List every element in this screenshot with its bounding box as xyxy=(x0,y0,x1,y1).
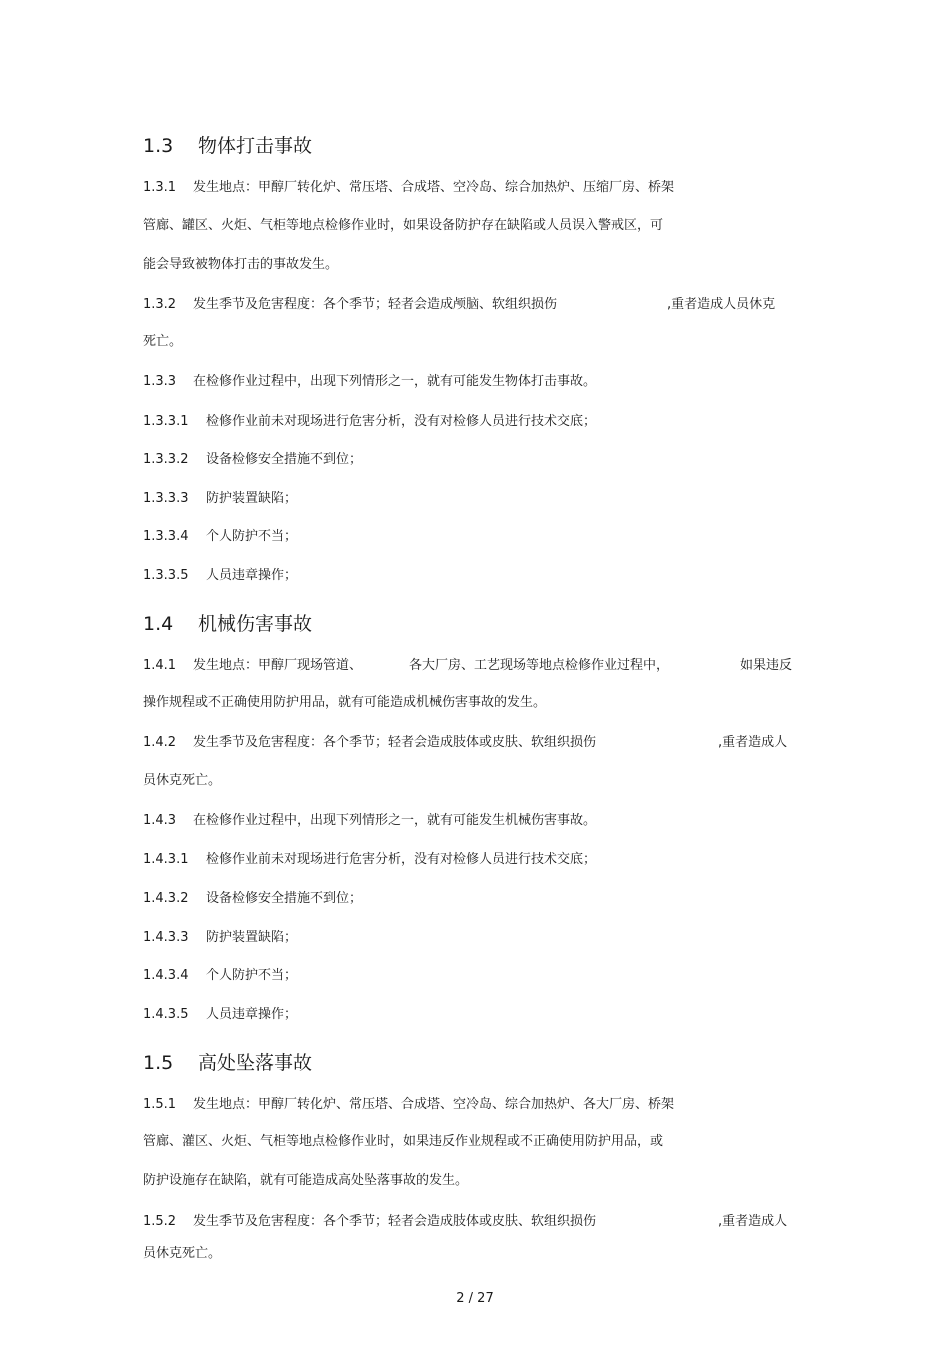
item-number: 1.3.3.4 xyxy=(143,529,189,544)
item-number: 1.4.3.5 xyxy=(143,1007,189,1022)
section-heading-1-3 xyxy=(143,133,312,159)
list-item xyxy=(143,567,297,585)
paragraph-1-3-2-line1 xyxy=(143,296,557,314)
paragraph-1-4-2-line1-tail: ,重者造成人 xyxy=(718,735,788,750)
list-item xyxy=(143,929,297,947)
item-number: 1.4.3.1 xyxy=(143,852,189,867)
paragraph-1-3-1-line2: 管廊、罐区、火炬、气柜等地点检修作业时，如果设备防护存在缺陷或人员误入警戒区，可 xyxy=(143,218,664,233)
list-item xyxy=(143,451,362,469)
list-item xyxy=(143,890,362,908)
clause-text: 发生地点：甲醇厂现场管道、 xyxy=(193,658,363,673)
clause-text: 发生地点：甲醇厂转化炉、常压塔、合成塔、空冷岛、综合加热炉、压缩厂房、桥架 xyxy=(193,180,675,195)
item-text: 人员违章操作； xyxy=(206,1007,298,1022)
item-text: 个人防护不当； xyxy=(206,968,298,983)
list-item xyxy=(143,528,297,546)
paragraph-1-4-1-line1-tail: 如果违反 xyxy=(740,658,793,673)
section-number: 1.4 xyxy=(143,613,174,635)
paragraph-1-3-1-line1 xyxy=(143,179,674,197)
item-number: 1.4.3.3 xyxy=(143,930,189,945)
paragraph-1-4-2-line1 xyxy=(143,734,596,752)
item-text: 设备检修安全措施不到位； xyxy=(206,452,363,467)
item-text: 设备检修安全措施不到位； xyxy=(206,891,363,906)
paragraph-1-4-1-line1-mid: 各大厂房、工艺现场等地点检修作业过程中， xyxy=(409,658,670,673)
clause-number: 1.3.2 xyxy=(143,297,177,312)
paragraph-1-5-1-line1 xyxy=(143,1096,674,1114)
list-item xyxy=(143,851,596,869)
item-text: 检修作业前未对现场进行危害分析，没有对检修人员进行技术交底； xyxy=(206,414,597,429)
item-text: 防护装置缺陷； xyxy=(206,491,298,506)
item-text: 个人防护不当； xyxy=(206,529,298,544)
paragraph-1-3-3 xyxy=(143,373,596,391)
paragraph-1-5-2-line2: 员休克死亡。 xyxy=(143,1246,222,1261)
clause-number: 1.3.3 xyxy=(143,374,177,389)
paragraph-1-5-2-line1 xyxy=(143,1213,596,1231)
page-number: 2 / 27 xyxy=(456,1291,494,1306)
section-heading-1-5 xyxy=(143,1050,312,1076)
item-text: 防护装置缺陷； xyxy=(206,930,298,945)
paragraph-1-5-1-line2: 管廊、灌区、火炬、气柜等地点检修作业时，如果违反作业规程或不正确使用防护用品，或 xyxy=(143,1134,664,1149)
paragraph-1-5-2-line1-tail: ,重者造成人 xyxy=(718,1214,788,1229)
clause-text: 发生季节及危害程度：各个季节；轻者会造成颅脑、软组织损伤 xyxy=(193,297,558,312)
section-title: 高处坠落事故 xyxy=(198,1052,313,1074)
section-title: 机械伤害事故 xyxy=(198,613,313,635)
paragraph-1-3-2-line2: 死亡。 xyxy=(143,334,183,349)
section-number: 1.3 xyxy=(143,135,174,157)
section-title: 物体打击事故 xyxy=(198,135,313,157)
clause-number: 1.5.1 xyxy=(143,1097,177,1112)
paragraph-1-4-1-line1 xyxy=(143,657,362,675)
clause-text: 发生地点：甲醇厂转化炉、常压塔、合成塔、空冷岛、综合加热炉、各大厂房、桥架 xyxy=(193,1097,675,1112)
paragraph-1-4-3 xyxy=(143,812,596,830)
item-number: 1.3.3.5 xyxy=(143,568,189,583)
clause-text: 在检修作业过程中，出现下列情形之一，就有可能发生机械伤害事故。 xyxy=(193,813,597,828)
clause-text: 发生季节及危害程度：各个季节；轻者会造成肢体或皮肤、软组织损伤 xyxy=(193,735,597,750)
section-heading-1-4 xyxy=(143,611,312,637)
list-item xyxy=(143,413,596,431)
clause-number: 1.4.2 xyxy=(143,735,177,750)
clause-number: 1.4.3 xyxy=(143,813,177,828)
paragraph-1-3-1-line3: 能会导致被物体打击的事故发生。 xyxy=(143,257,339,272)
clause-text: 发生季节及危害程度：各个季节；轻者会造成肢体或皮肤、软组织损伤 xyxy=(193,1214,597,1229)
list-item xyxy=(143,967,297,985)
paragraph-1-4-2-line2: 员休克死亡。 xyxy=(143,773,222,788)
item-text: 检修作业前未对现场进行危害分析，没有对检修人员进行技术交底； xyxy=(206,852,597,867)
item-number: 1.3.3.2 xyxy=(143,452,189,467)
clause-number: 1.3.1 xyxy=(143,180,177,195)
section-number: 1.5 xyxy=(143,1052,174,1074)
item-number: 1.3.3.1 xyxy=(143,414,189,429)
item-number: 1.3.3.3 xyxy=(143,491,189,506)
item-text: 人员违章操作； xyxy=(206,568,298,583)
item-number: 1.4.3.2 xyxy=(143,891,189,906)
clause-text: 在检修作业过程中，出现下列情形之一，就有可能发生物体打击事故。 xyxy=(193,374,597,389)
clause-number: 1.4.1 xyxy=(143,658,177,673)
paragraph-1-3-2-line1-tail: ,重者造成人员休克 xyxy=(667,297,776,312)
paragraph-1-4-1-line2: 操作规程或不正确使用防护用品，就有可能造成机械伤害事故的发生。 xyxy=(143,695,547,710)
clause-number: 1.5.2 xyxy=(143,1214,177,1229)
list-item xyxy=(143,490,297,508)
list-item xyxy=(143,1006,297,1024)
item-number: 1.4.3.4 xyxy=(143,968,189,983)
paragraph-1-5-1-line3: 防护设施存在缺陷，就有可能造成高处坠落事故的发生。 xyxy=(143,1173,469,1188)
